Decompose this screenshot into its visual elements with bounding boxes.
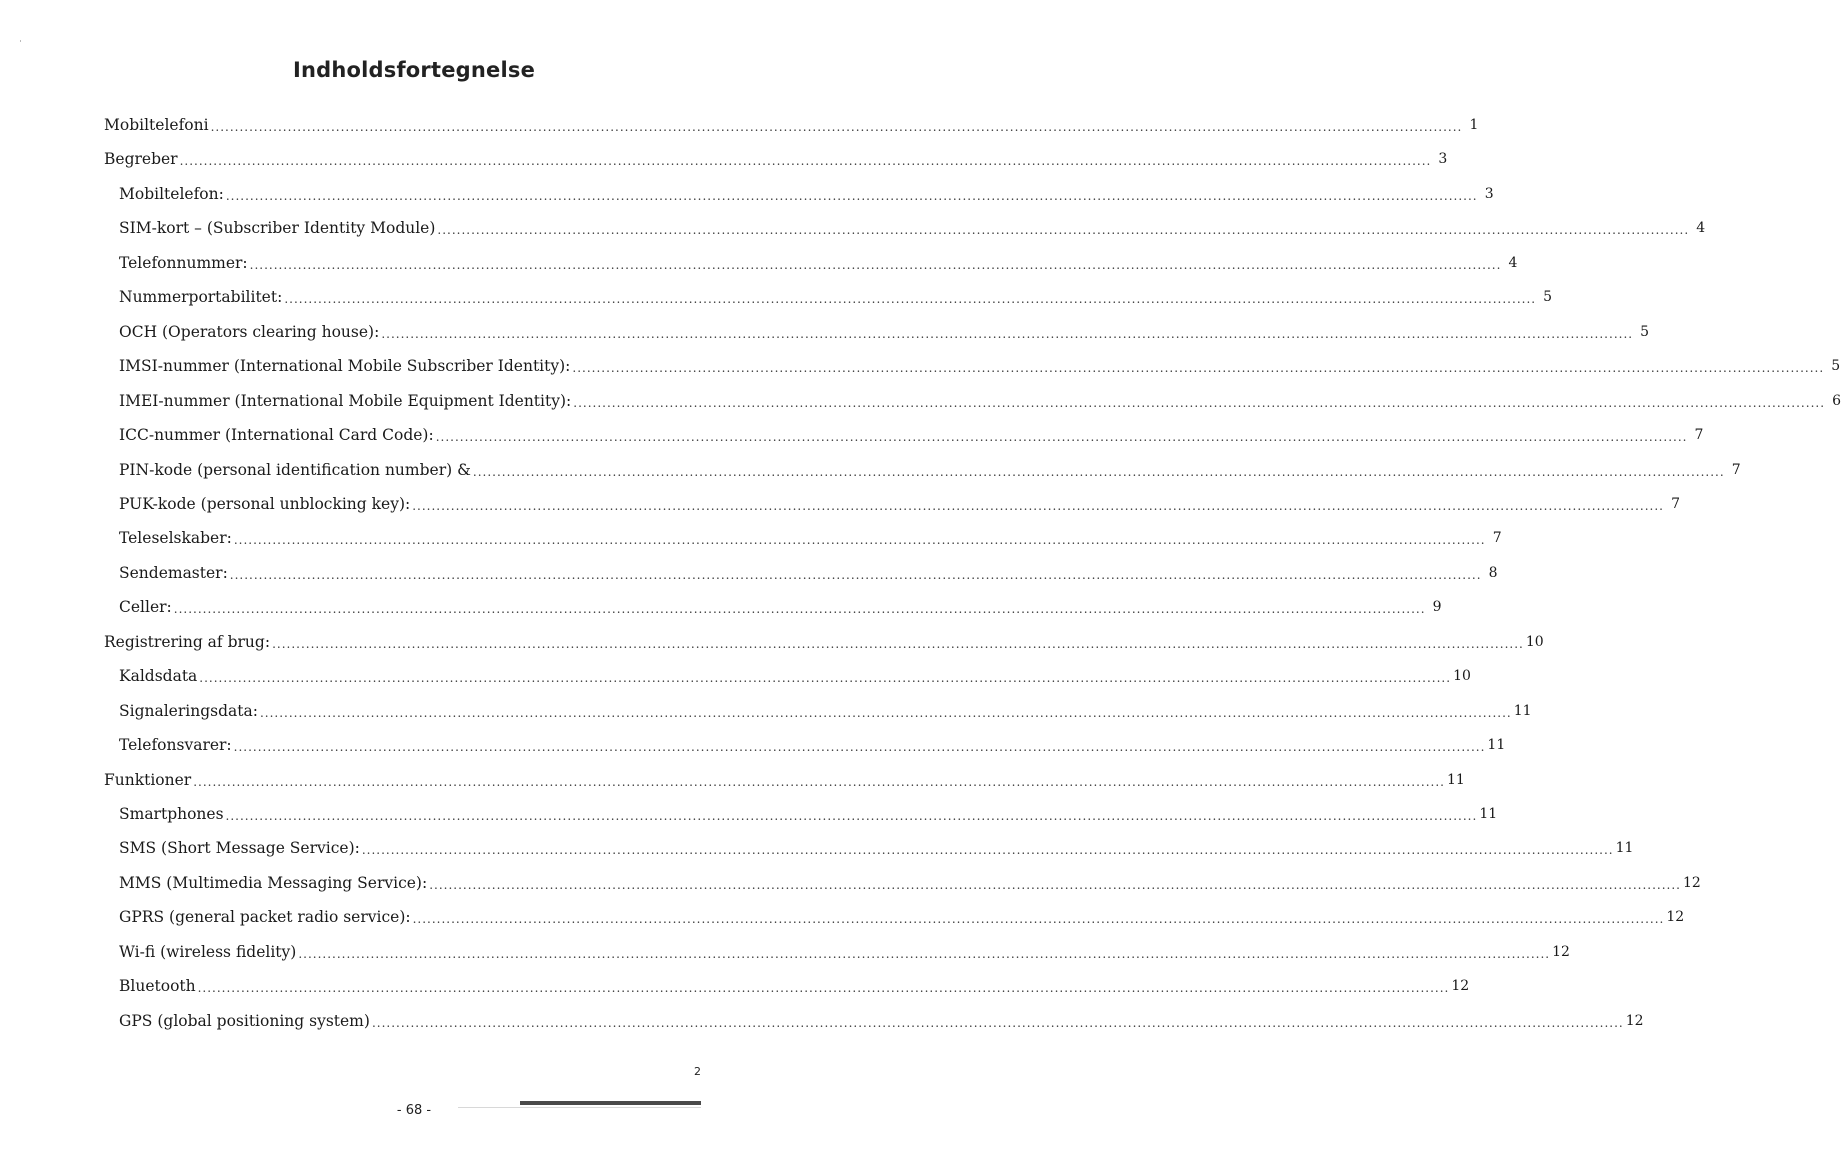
toc-entry-label: GPRS (general packet radio service): (119, 908, 411, 926)
toc-entry[interactable] (119, 493, 1680, 515)
toc-entry-label: Funktioner (104, 771, 192, 789)
toc-entry-page: 12 (1625, 1013, 1644, 1029)
toc-leader-dots: .................................................................................................................................................................................................................................................................... (193, 775, 1445, 789)
toc-leader-dots: .................................................................................................................................................................................................................................................................... (259, 706, 1512, 720)
toc-entry-label: Begreber (104, 150, 178, 168)
toc-entry-label: MMS (Multimedia Messaging Service): (119, 874, 428, 892)
toc-entry[interactable] (119, 217, 1706, 239)
toc-entry-page: 11 (1446, 772, 1465, 788)
toc-entry-page: 11 (1479, 806, 1498, 822)
toc-leader-dots: .................................................................................................................................................................................................................................................................... (284, 292, 1537, 306)
toc-leader-dots: .................................................................................................................................................................................................................................................................... (197, 981, 1450, 995)
toc-entry[interactable] (119, 906, 1685, 928)
footer-page-number: - 68 - (396, 1103, 432, 1118)
toc-leader-dots: .................................................................................................................................................................................................................................................................... (210, 120, 1463, 134)
toc-entry-label: IMSI-nummer (International Mobile Subscriber Identity): (119, 357, 571, 375)
toc-entry-label: PIN-kode (personal identification number) & (119, 461, 471, 479)
toc-entry-page: 6 (1832, 393, 1841, 409)
toc-entry-label: ICC-nummer (International Card Code): (119, 426, 434, 444)
toc-leader-dots: .................................................................................................................................................................................................................................................................... (429, 878, 1681, 892)
toc-entry-label: Bluetooth (119, 977, 196, 995)
toc-leader-dots: .................................................................................................................................................................................................................................................................... (225, 809, 1478, 823)
toc-entry[interactable] (119, 252, 1518, 274)
toc-entry[interactable] (104, 769, 1465, 791)
toc-entry-page: 12 (1552, 944, 1570, 960)
toc-leader-dots: .................................................................................................................................................................................................................................................................... (225, 189, 1478, 203)
toc-entry[interactable] (104, 148, 1448, 170)
toc-entry-page: 11 (1513, 703, 1532, 719)
page-number: 2 (694, 1065, 701, 1078)
toc-leader-dots: .................................................................................................................................................................................................................................................................... (572, 361, 1825, 375)
toc-leader-dots: .................................................................................................................................................................................................................................................................... (437, 223, 1690, 237)
toc-leader-dots: .................................................................................................................................................................................................................................................................... (233, 533, 1486, 547)
toc-entry[interactable] (119, 390, 1841, 412)
toc-entry[interactable] (119, 803, 1498, 825)
toc-entry[interactable] (119, 562, 1498, 584)
toc-entry-page: 4 (1508, 255, 1518, 271)
toc-entry-page: 11 (1487, 737, 1506, 753)
toc-leader-dots: .................................................................................................................................................................................................................................................................... (361, 843, 1614, 857)
toc-entry-label: Mobiltelefoni (104, 116, 209, 134)
toc-leader-dots: .................................................................................................................................................................................................................................................................... (412, 499, 1664, 513)
toc-entry[interactable] (119, 183, 1494, 205)
toc-entry[interactable] (119, 424, 1704, 446)
toc-entry-page: 12 (1666, 909, 1685, 925)
toc-entry[interactable] (119, 872, 1701, 894)
toc-leader-dots: .................................................................................................................................................................................................................................................................... (298, 947, 1551, 961)
toc-entry[interactable] (119, 1010, 1644, 1032)
toc-entry[interactable] (119, 286, 1553, 308)
toc-entry-label: Registrering af brug: (104, 633, 271, 651)
toc-entry-page: 10 (1453, 668, 1471, 684)
toc-entry-page: 4 (1696, 220, 1706, 236)
toc-entry-label: Mobiltelefon: (119, 185, 224, 203)
toc-entry[interactable] (119, 837, 1634, 859)
toc-leader-dots: .................................................................................................................................................................................................................................................................... (272, 637, 1524, 651)
toc-entry-label: Kaldsdata (119, 667, 198, 685)
toc-entry-label: GPS (global positioning system) (119, 1012, 370, 1030)
toc-entry-page: 7 (1694, 427, 1704, 443)
toc-leader-dots: .................................................................................................................................................................................................................................................................... (229, 568, 1482, 582)
toc-entry-label: Signaleringsdata: (119, 702, 258, 720)
toc-entry[interactable] (119, 596, 1442, 618)
toc-entry-page: 8 (1488, 565, 1498, 581)
toc-entry-page: 3 (1438, 151, 1448, 167)
toc-entry-label: Nummerportabilitet: (119, 288, 283, 306)
toc-entry-page: 10 (1525, 634, 1544, 650)
toc-entry-label: OCH (Operators clearing house): (119, 323, 380, 341)
toc-entry[interactable] (119, 355, 1841, 377)
toc-entry[interactable] (119, 941, 1570, 963)
toc-leader-dots: .................................................................................................................................................................................................................................................................... (472, 465, 1725, 479)
toc-entry-label: Telefonnummer: (119, 254, 248, 272)
toc-entry-page: 7 (1731, 462, 1741, 478)
toc-entry[interactable] (119, 527, 1502, 549)
toc-entry-page: 5 (1640, 324, 1650, 340)
toc-entry-label: Telefonsvarer: (119, 736, 232, 754)
toc-entry[interactable] (119, 700, 1532, 722)
toc-entry-page: 12 (1451, 978, 1470, 994)
toc-entry-label: Wi-fi (wireless fidelity) (119, 943, 297, 961)
toc-leader-dots: .................................................................................................................................................................................................................................................................... (199, 671, 1452, 685)
toc-entry-page: 5 (1543, 289, 1553, 305)
toc-entry-label: Teleselskaber: (119, 529, 232, 547)
toc-entry-page: 7 (1671, 496, 1680, 512)
toc-entry-page: 12 (1682, 875, 1701, 891)
toc-leader-dots: .................................................................................................................................................................................................................................................................... (573, 396, 1826, 410)
toc-leader-dots: .................................................................................................................................................................................................................................................................... (179, 154, 1432, 168)
toc-entry-page: 3 (1484, 186, 1494, 202)
toc-entry-label: Sendemaster: (119, 564, 228, 582)
toc-entry-label: SMS (Short Message Service): (119, 839, 360, 857)
toc-entry-label: SIM-kort – (Subscriber Identity Module) (119, 219, 436, 237)
toc-entry[interactable] (119, 459, 1741, 481)
toc-leader-dots: .................................................................................................................................................................................................................................................................... (249, 258, 1502, 272)
toc-entry-label: IMEI-nummer (International Mobile Equipment Identity): (119, 392, 572, 410)
toc-entry-page: 9 (1432, 599, 1442, 615)
toc-leader-dots: .................................................................................................................................................................................................................................................................... (435, 430, 1688, 444)
toc-entry-label: Celler: (119, 598, 172, 616)
toc-entry[interactable] (104, 114, 1479, 136)
toc-entry-label: PUK-kode (personal unblocking key): (119, 495, 411, 513)
toc-leader-dots: .................................................................................................................................................................................................................................................................... (233, 740, 1486, 754)
toc-entry[interactable] (119, 665, 1471, 687)
toc-entry-label: Smartphones (119, 805, 224, 823)
toc-entry[interactable] (119, 975, 1470, 997)
toc-entry-page: 7 (1492, 530, 1502, 546)
toc-leader-dots: .................................................................................................................................................................................................................................................................... (381, 327, 1634, 341)
toc-entry-page: 11 (1615, 840, 1634, 856)
toc-leader-dots: .................................................................................................................................................................................................................................................................... (412, 912, 1665, 926)
page-title: Indholdsfortegnelse (292, 58, 536, 82)
toc-leader-dots: .................................................................................................................................................................................................................................................................... (173, 602, 1426, 616)
toc-entry-page: 1 (1469, 117, 1479, 133)
toc-leader-dots: .................................................................................................................................................................................................................................................................... (371, 1016, 1624, 1030)
toc-entry[interactable] (119, 321, 1650, 343)
toc-entry-page: 5 (1831, 358, 1841, 374)
toc-entry[interactable] (119, 734, 1506, 756)
toc-entry[interactable] (104, 631, 1544, 653)
